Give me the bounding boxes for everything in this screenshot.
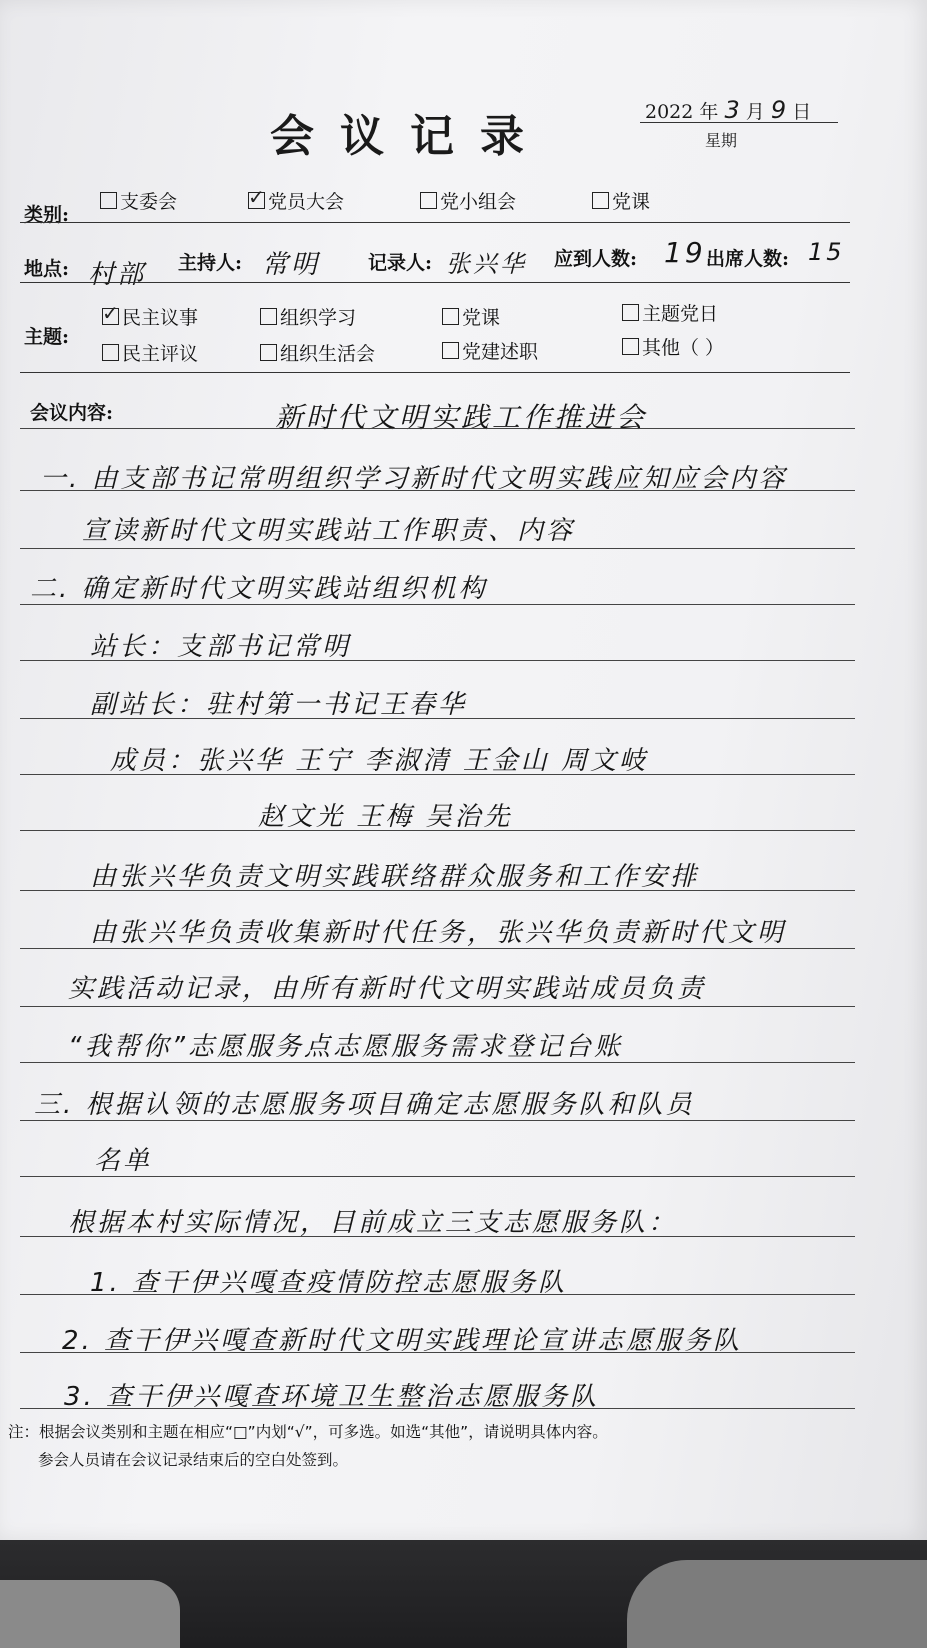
- content-line-2: 宣读新时代文明实践站工作职责、内容: [82, 516, 576, 546]
- attended-count-label: 出席人数:: [706, 248, 790, 270]
- category-label: 类别:: [24, 204, 70, 226]
- content-line-16: 2. 查干伊兴嘎查新时代文明实践理论宣讲志愿服务队: [62, 1326, 743, 1356]
- checkbox: [260, 344, 277, 361]
- checkbox: [102, 344, 119, 361]
- content-line-17: 3. 查干伊兴嘎查环境卫生整治志愿服务队: [64, 1382, 600, 1412]
- topic-option-democratic-review: 民主评议: [102, 339, 198, 366]
- ruled-line: [20, 1062, 855, 1063]
- content-line-15: 1. 查干伊兴嘎查疫情防控志愿服务队: [90, 1268, 568, 1298]
- expected-count-label: 应到人数:: [554, 248, 638, 270]
- background-surface: [0, 1540, 927, 1648]
- topic-option-democratic-deliberation: ✓民主议事: [102, 303, 198, 330]
- host-value: 常明: [262, 250, 321, 280]
- checkbox: [442, 342, 459, 359]
- attended-count-value: 15: [808, 238, 845, 266]
- content-line-1: 一. 由支部书记常明组织学习新时代文明实践应知应会内容: [40, 464, 788, 494]
- topic-option-other: 其他（ ）: [622, 333, 724, 360]
- checkbox: [592, 192, 609, 209]
- checkbox: [260, 308, 277, 325]
- checkbox: [622, 338, 639, 355]
- checkbox: [622, 304, 639, 321]
- checkbox: [100, 192, 117, 209]
- content-line-9: 由张兴华负责收集新时代任务，张兴华负责新时代文明: [90, 918, 787, 948]
- recorder-value: 张兴华: [446, 250, 527, 278]
- category-option-party-assembly: ✓ 党员大会: [248, 187, 344, 214]
- location-label: 地点:: [24, 258, 70, 280]
- content-line-13: 名单: [94, 1146, 153, 1176]
- recorder-label: 记录人:: [368, 252, 433, 274]
- ruled-line: [20, 890, 855, 891]
- expected-count-value: 19: [664, 236, 706, 269]
- date-month-unit: 月: [745, 101, 765, 123]
- category-option-branch-committee: 支委会: [100, 187, 177, 214]
- ruled-line: [20, 774, 855, 775]
- date-month: 3: [724, 96, 740, 124]
- content-heading: 新时代文明实践工作推进会: [275, 401, 648, 434]
- content-line-12: 三. 根据认领的志愿服务项目确定志愿服务队和队员: [34, 1090, 695, 1120]
- ruled-line: [20, 604, 855, 605]
- checkbox: [442, 308, 459, 325]
- ruled-line: [20, 1006, 855, 1007]
- divider: [20, 222, 850, 223]
- topic-option-party-report: 党建述职: [442, 337, 538, 364]
- content-label: 会议内容:: [30, 402, 114, 424]
- content-line-5: 副站长：驻村第一书记王春华: [90, 690, 468, 720]
- weekday-label: 星期: [705, 131, 738, 150]
- divider: [20, 372, 850, 373]
- ruled-line: [20, 718, 855, 719]
- content-line-10: 实践活动记录，由所有新时代文明实践站成员负责: [68, 974, 707, 1004]
- host-label: 主持人:: [178, 252, 243, 274]
- divider: [20, 282, 850, 283]
- ruled-line: [20, 1120, 855, 1121]
- footer-note: 注：根据会议类别和主题在相应“□”内划“√”，可多选。如选“其他”，请说明具体内容。: [8, 1423, 608, 1441]
- ruled-line: [20, 830, 855, 831]
- content-line-14: 根据本村实际情况，目前成立三支志愿服务队：: [68, 1208, 678, 1238]
- date-year-unit: 年: [699, 101, 719, 123]
- checkbox-checked: [248, 192, 265, 209]
- ruled-line: [20, 948, 855, 949]
- category-option-group-meeting: 党小组会: [420, 187, 516, 214]
- content-line-11: “我帮你”志愿服务点志愿服务需求登记台账: [68, 1032, 623, 1062]
- topic-option-party-day: 主题党日: [622, 299, 718, 326]
- ruled-line: [20, 1408, 855, 1409]
- category-option-party-class: 党课: [592, 187, 650, 214]
- topic-option-organization-life: 组织生活会: [260, 339, 375, 366]
- checkbox-checked: [102, 308, 119, 325]
- ruled-line: [20, 660, 855, 661]
- date-day: 9: [770, 96, 787, 124]
- topic-label: 主题:: [24, 326, 70, 348]
- ruled-line: [20, 1236, 855, 1237]
- meeting-date: [645, 96, 811, 124]
- footer-note-signin: 参会人员请在会议记录结束后的空白处签到。: [38, 1451, 349, 1469]
- date-day-unit: 日: [792, 101, 812, 123]
- date-underline: [640, 122, 838, 123]
- fabric-right: [627, 1560, 927, 1648]
- location-value: 村部: [88, 260, 147, 290]
- ruled-line: [20, 428, 855, 429]
- ruled-line: [20, 1294, 855, 1295]
- ruled-line: [20, 548, 855, 549]
- topic-option-study: 组织学习: [260, 303, 356, 330]
- content-line-3: 二. 确定新时代文明实践站组织机构: [30, 574, 488, 604]
- checkbox: [420, 192, 437, 209]
- content-line-6: 成员：张兴华 王宁 李淑清 王金山 周文岐: [110, 746, 649, 776]
- content-line-7: 赵文光 王梅 吴治先: [258, 802, 513, 832]
- content-line-4: 站长：支部书记常明: [90, 632, 352, 662]
- content-line-8: 由张兴华负责文明实践联络群众服务和工作安排: [90, 862, 700, 892]
- page-title: 会议记录: [270, 111, 550, 162]
- date-year: 2022: [645, 101, 694, 123]
- ruled-line: [20, 1352, 855, 1353]
- ruled-line: [20, 490, 855, 491]
- fabric-left: [0, 1580, 180, 1648]
- ruled-line: [20, 1176, 855, 1177]
- topic-option-party-class: 党课: [442, 303, 500, 330]
